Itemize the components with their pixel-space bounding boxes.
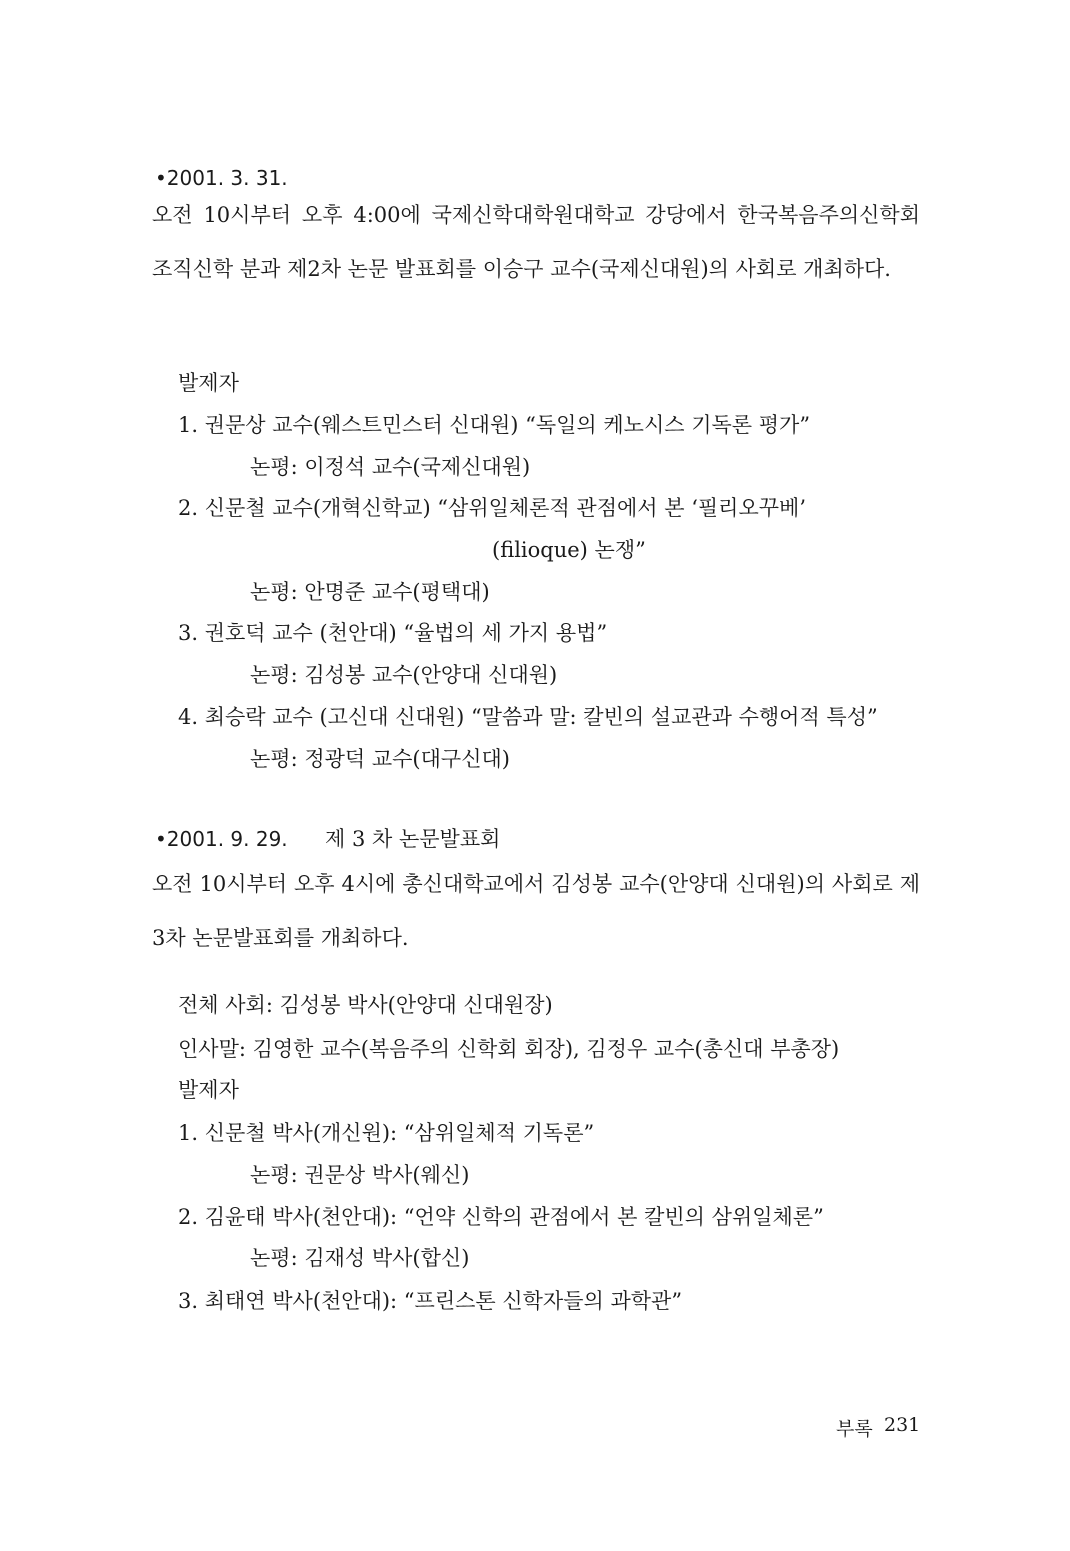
section2-greeting: 인사말: 김영한 교수(복음주의 신학회 회장), 김정우 교수(총신대 부총장) bbox=[178, 1037, 840, 1061]
page-number: 231 bbox=[884, 1414, 921, 1436]
section1-item-1-title: 1. 권문상 교수(웨스트민스터 신대원) “독일의 케노시스 기독론 평가” bbox=[178, 413, 811, 437]
section2-item-2-review: 논평: 김재성 박사(합신) bbox=[250, 1246, 470, 1270]
section2-presenters-label: 발제자 bbox=[178, 1078, 239, 1102]
section2-heading: 제 3 차 논문발표회 bbox=[325, 827, 501, 851]
section1-presenters-label: 발제자 bbox=[178, 371, 239, 395]
section2-item-2-title: 2. 김윤태 박사(천안대): “언약 신학의 관점에서 본 칼빈의 삼위일체론” bbox=[178, 1205, 824, 1229]
section1-item-4-title: 4. 최승락 교수 (고신대 신대원) “말씀과 말: 칼빈의 설교관과 수행어적 특성” bbox=[178, 705, 878, 729]
section1-item-2-title: 2. 신문철 교수(개혁신학교) “삼위일체론적 관점에서 본 ‘필리오꾸베’ bbox=[178, 496, 806, 520]
section2-moderator: 전체 사회: 김성봉 박사(안양대 신대원장) bbox=[178, 993, 553, 1017]
section1-date: •2001. 3. 31. bbox=[155, 166, 288, 190]
section2-item-1-title: 1. 신문철 박사(개신원): “삼위일체적 기독론” bbox=[178, 1121, 595, 1145]
section1-item-2-review: 논평: 안명준 교수(평택대) bbox=[250, 580, 490, 604]
section1-item-3-title: 3. 권호덕 교수 (천안대) “율법의 세 가지 용법” bbox=[178, 621, 608, 645]
section2-paragraph: 오전 10시부터 오후 4시에 총신대학교에서 김성봉 교수(안양대 신대원)의 사회로 제3차 논문발표회를 개최하다. bbox=[152, 872, 920, 950]
section2-date: •2001. 9. 29. bbox=[155, 827, 288, 851]
section2-item-1-review: 논평: 권문상 박사(웨신) bbox=[250, 1163, 470, 1187]
section2-item-3-title: 3. 최태연 박사(천안대): “프린스톤 신학자들의 과학관” bbox=[178, 1289, 683, 1313]
section1-item-1-review: 논평: 이정석 교수(국제신대원) bbox=[250, 455, 531, 479]
section1-item-2-title-cont: (filioque) 논쟁” bbox=[492, 538, 646, 562]
section1-paragraph: 오전 10시부터 오후 4:00에 국제신학대학원대학교 강당에서 한국복음주의신학회 조직신학 분과 제2차 논문 발표회를 이승구 교수(국제신대원)의 사회로 개최하다. bbox=[152, 203, 920, 281]
section1-item-3-review: 논평: 김성봉 교수(안양대 신대원) bbox=[250, 663, 558, 687]
section1-item-4-review: 논평: 정광덕 교수(대구신대) bbox=[250, 747, 510, 771]
footer-section-label: 부록 bbox=[836, 1418, 873, 1440]
